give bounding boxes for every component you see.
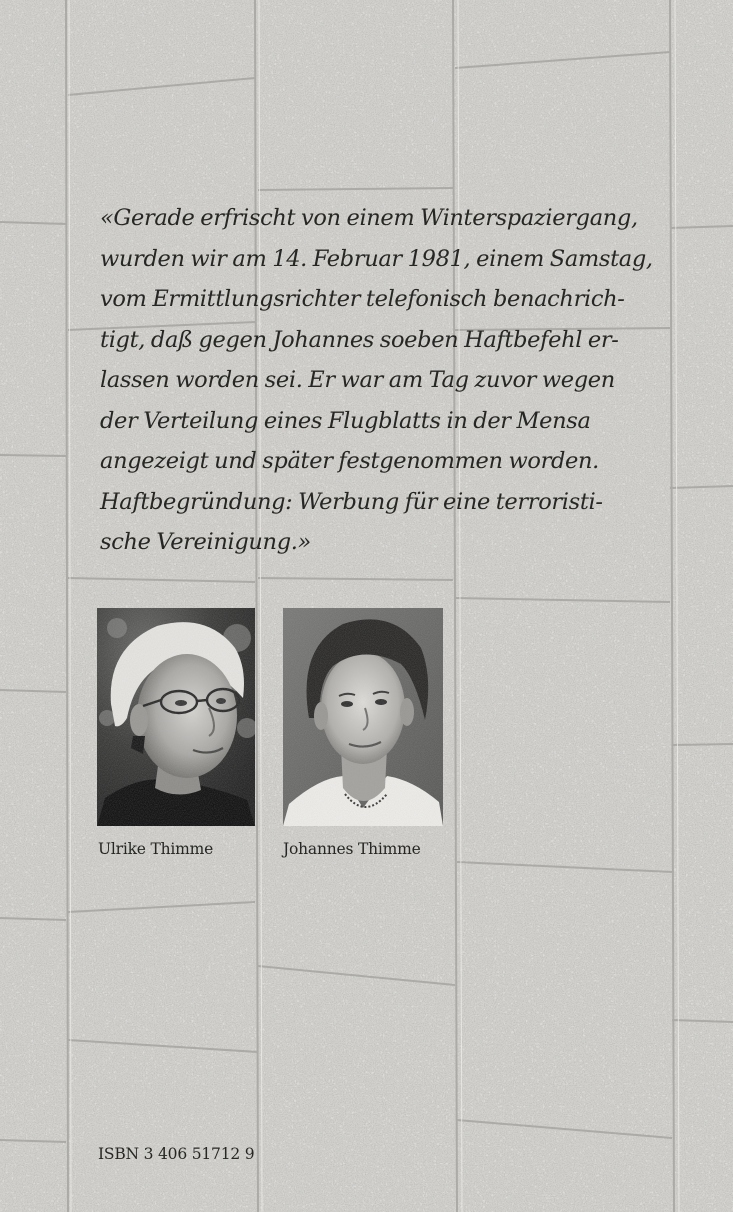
quote-line: vom Ermittlungsrichter telefonisch benachrich- [100, 286, 625, 312]
isbn-number: ISBN 3 406 51712 9 [98, 1145, 255, 1163]
quote-line: angezeigt und später festgenommen worden. [100, 448, 599, 474]
portrait-photo-ulrike [97, 608, 255, 826]
photo-caption-johannes: Johannes Thimme [283, 840, 421, 858]
quote-block [100, 198, 660, 563]
quote-line: tigt, daß gegen Johannes soeben Haftbefehl er- [100, 326, 619, 353]
photo-caption-ulrike: Ulrike Thimme [98, 840, 214, 858]
quote-line: sche Vereinigung.» [100, 529, 311, 555]
quote-line: wurden wir am 14. Februar 1981, einem Samstag, [100, 245, 653, 272]
quote-line: lassen worden sei. Er war am Tag zuvor wegen [100, 367, 615, 393]
quote-line: der Verteilung eines Flugblatts in der Mensa [100, 407, 591, 434]
quote-line: «Gerade erfrischt von einem Winterspaziergang, [100, 205, 638, 231]
quote-line: Haftbegründung: Werbung für eine terroristi- [100, 488, 603, 515]
portrait-photo-johannes [283, 608, 443, 826]
